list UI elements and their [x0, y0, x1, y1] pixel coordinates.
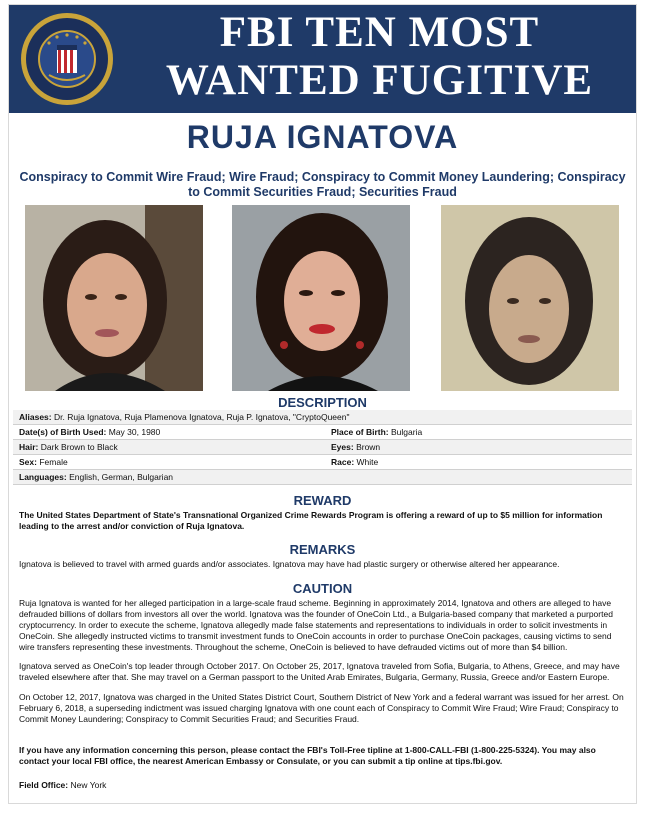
eyes-cell: [325, 440, 632, 455]
field-office: [19, 780, 626, 791]
hair-value: Dark Brown to Black: [40, 442, 118, 452]
remarks-title: REMARKS: [289, 542, 356, 557]
table-row: [13, 455, 632, 470]
reward-text: The United States Department of State's Transnational Organized Crime Rewards Program is offering a reward of up to $5 million for information leading to the arrest and/or conviction of Ruja Ignatova.: [19, 510, 603, 531]
banner-title-line1: FBI TEN MOST: [219, 9, 540, 56]
fugitive-photo-1: [25, 205, 203, 391]
table-row: [13, 410, 632, 425]
hair-label: Hair:: [19, 442, 39, 452]
eyes-label: Eyes:: [331, 442, 354, 452]
sex-value: Female: [39, 457, 68, 467]
remarks-text: Ignatova is believed to travel with armed guards and/or associates. Ignatova may have had plastic surgery or otherwise altered her appearance.: [19, 559, 560, 569]
fugitive-name: RUJA IGNATOVA: [186, 119, 459, 155]
aliases-label: Aliases:: [19, 412, 52, 422]
caution-paragraph-3: On October 12, 2017, Ignatova was charged in the United States District Court, Southern District of New York and a federal warrant was issued for her arrest. On February 6, 2018, a superseding indictment was issued charging Ignatova with one count each of Conspiracy to Commit Wire Fraud; Wire Fraud; Conspiracy to Commit Money Laundering; Conspiracy to Commit Securities Fraud; and Securities Fraud.: [19, 692, 624, 724]
description-title: DESCRIPTION: [278, 395, 367, 410]
eyes-value: Brown: [356, 442, 381, 452]
sex-label: Sex:: [19, 457, 37, 467]
field-office-label: Field Office:: [19, 780, 69, 790]
languages-cell: [13, 470, 632, 485]
languages-value: English, German, Bulgarian: [69, 472, 174, 482]
reward-title: REWARD: [293, 493, 352, 508]
aliases-cell: [13, 410, 632, 425]
aliases-value: Dr. Ruja Ignatova, Ruja Plamenova Ignatova, Ruja P. Ignatova, "CryptoQueen": [53, 412, 350, 422]
dob-cell: [13, 425, 325, 440]
caution-paragraph-1: Ruja Ignatova is wanted for her alleged participation in a large-scale fraud scheme. Beginning in approximately 2014, Ignatova and others are alleged to have defrauded billions of dollars from investors all over the world. Ignatova was the founder of OneCoin Ltd., a Bulgaria-based company that marketed a purported cryptocurrency. In order to execute the scheme, Ignatova allegedly made false statements and representations to individuals in order to solicit investments in OneCoin. She allegedly instructed victims to transmit investment funds to OneCoin accounts in order to purchase OneCoin packages, causing victims to send wire transfers representing these investments. Throughout the scheme, OneCoin is believed to have defrauded victims out of more than $4 billion.: [19, 598, 613, 652]
languages-label: Languages:: [19, 472, 67, 482]
race-cell: [325, 455, 632, 470]
race-label: Race:: [331, 457, 355, 467]
pob-value: Bulgaria: [391, 427, 423, 437]
charges: Conspiracy to Commit Wire Fraud; Wire Fraud; Conspiracy to Commit Money Laundering; Conspiracy to Commit Securities Fraud; Securities Fraud: [19, 170, 626, 199]
fbi-seal-icon: [19, 11, 115, 107]
pob-cell: [325, 425, 632, 440]
caution-title: CAUTION: [292, 581, 353, 596]
banner-title: [127, 9, 632, 105]
table-row: [13, 425, 632, 440]
pob-label: Place of Birth:: [331, 427, 389, 437]
tip-text: If you have any information concerning this person, please contact the FBI's Toll-Free tipline at 1-800-CALL-FBI (1-800-225-5324). You may also contact your local FBI office, the nearest American Embassy or Consulate, or you can submit a tip online at tips.fbi.gov.: [19, 745, 596, 766]
caution-paragraph-2: Ignatova served as OneCoin's top leader through October 2017. On October 25, 2017, Ignatova traveled from Sofia, Bulgaria, to Athens, Greece, and may have traveled elsewhere after that. She may travel on a German passport to the United Arab Emirates, Bulgaria, Germany, Russia, Greece and/or Eastern Europe.: [19, 661, 620, 682]
hair-cell: [13, 440, 325, 455]
table-row: [13, 440, 632, 455]
description-table: [13, 410, 632, 485]
dob-value: May 30, 1980: [108, 427, 161, 437]
wanted-poster: [8, 4, 637, 804]
fugitive-photo-3: [441, 205, 619, 391]
sex-cell: [13, 455, 325, 470]
banner-title-line2: WANTED FUGITIVE: [165, 57, 594, 104]
dob-label: Date(s) of Birth Used:: [19, 427, 107, 437]
header-banner: [9, 5, 636, 113]
race-value: White: [356, 457, 379, 467]
field-office-value: New York: [70, 780, 107, 790]
fugitive-photo-2: [232, 205, 410, 391]
table-row: [13, 470, 632, 485]
